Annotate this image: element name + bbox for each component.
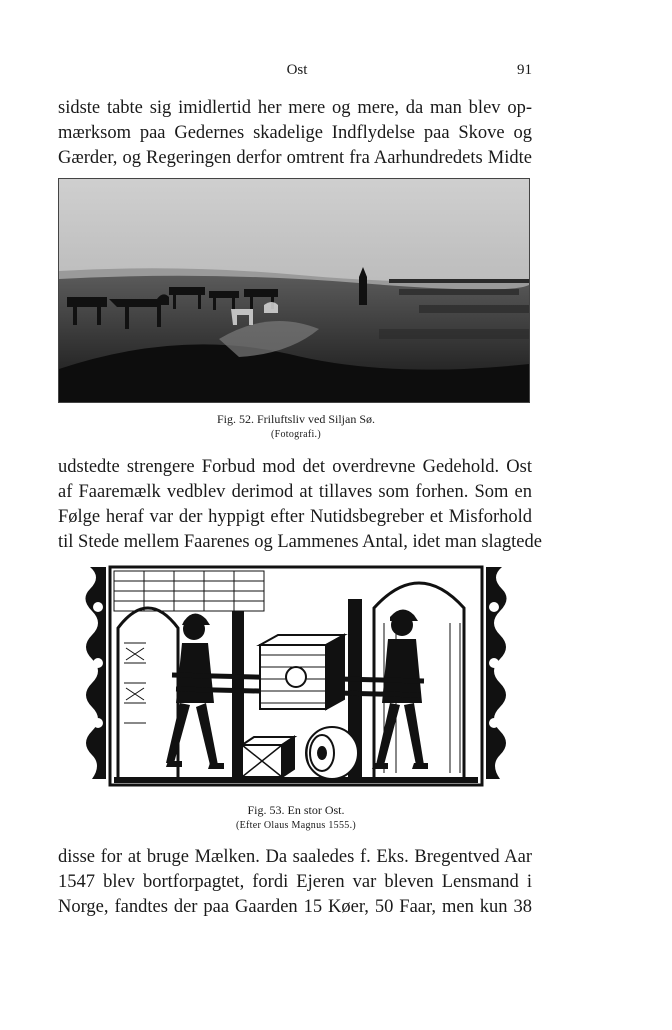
text-line: til Stede mellem Faarenes og Lammenes Antal, idet man slagtede [58, 532, 542, 552]
cheese-block [260, 635, 344, 709]
woodcut-illustration [84, 563, 508, 791]
figure-53-caption: Fig. 53. En stor Ost. [247, 803, 345, 817]
text-line: Norge, fandtes der paa Gaarden 15 Køer, 50 Faar, men kun 38 [58, 897, 532, 917]
paragraph-2 [58, 455, 542, 555]
paragraph-1 [58, 96, 532, 171]
figure-52-caption: Fig. 52. Friluftsliv ved Siljan Sø. [216, 412, 375, 426]
paragraph-3 [58, 845, 532, 920]
running-header-title: Ost [286, 62, 308, 78]
landscape-photo [59, 179, 529, 402]
round-cheese-wheel [306, 727, 358, 779]
page-number: 91 [517, 62, 532, 78]
figure-53-source: (Efter Olaus Magnus 1555.) [236, 820, 356, 831]
text-line: sidste tabte sig imidlertid her mere og mere, da man blev op- [58, 98, 532, 118]
text-line: udstedte strengere Forbud mod det overdrevne Gedehold. Ost [58, 457, 532, 477]
figure-53-woodcut [84, 563, 508, 791]
text-line: mærksom paa Gedernes skadelige Indflydelse paa Skove og [58, 123, 532, 143]
figure-52-photo [58, 178, 530, 403]
text-line: Gærder, og Regeringen derfor omtrent fra Aarhundredets Midte [58, 148, 532, 168]
text-line: disse for at bruge Mælken. Da saaledes f. Eks. Bregentved Aar [58, 847, 532, 867]
small-crate [242, 737, 294, 777]
text-line: 1547 blev bortforpagtet, fordi Ejeren var bleven Lensmand i [58, 872, 532, 892]
text-line: af Faaremælk vedblev derimod at tillaves som forhen. Som en [58, 482, 532, 502]
text-line: Følge heraf var der hyppigt efter Nutidsbegreber et Misforhold [58, 507, 532, 527]
figure-52-source: (Fotografi.) [271, 429, 321, 440]
